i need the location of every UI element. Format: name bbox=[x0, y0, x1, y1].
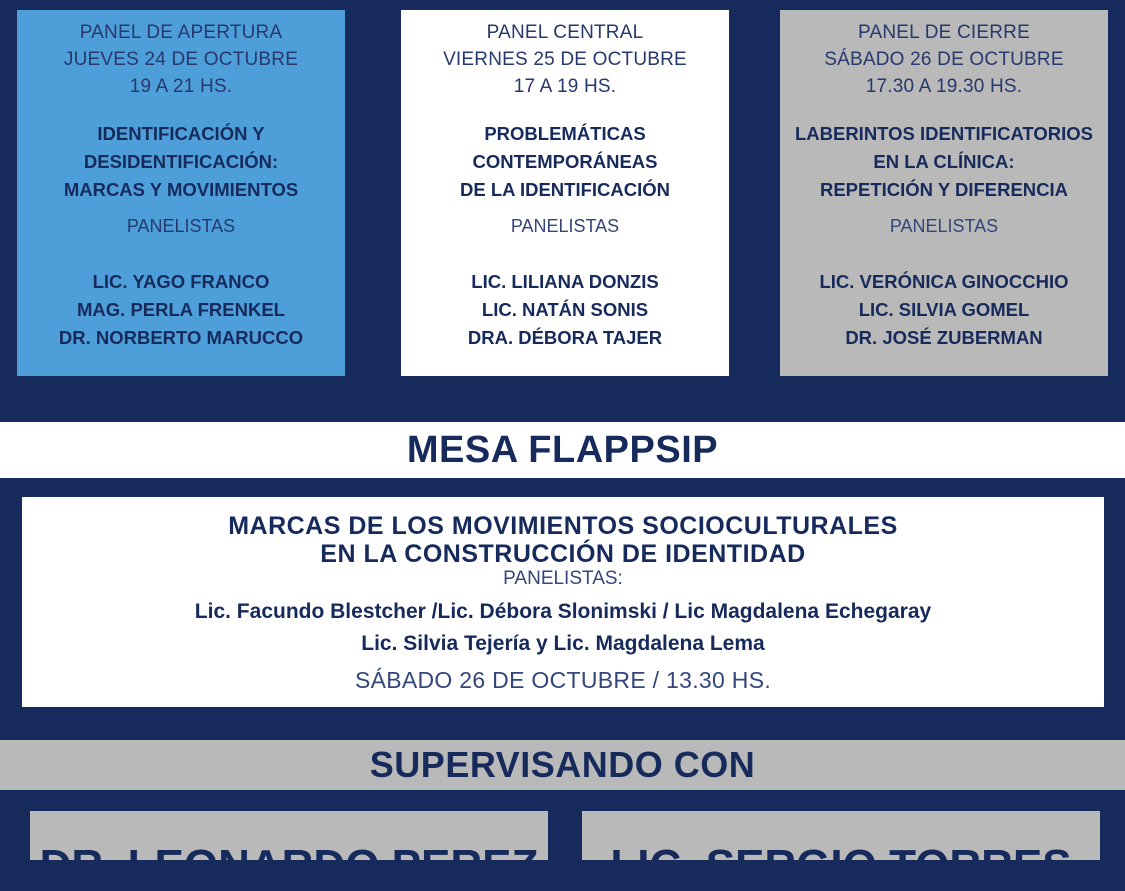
panelist: DR. JOSÉ ZUBERMAN bbox=[845, 327, 1043, 348]
panel-date: VIERNES 25 DE OCTUBRE bbox=[443, 49, 687, 70]
panelists-list bbox=[780, 268, 1108, 352]
mesa-title: MARCAS DE LOS MOVIMIENTOS SOCIOCULTURALES EN LA CONSTRUCCIÓN DE IDENTIDAD bbox=[228, 512, 898, 568]
panel-header bbox=[17, 19, 345, 100]
supervisor-box bbox=[582, 811, 1100, 890]
panel-label: PANEL DE APERTURA bbox=[79, 22, 283, 43]
supervisor-name: LIC. SERGIO TORRES bbox=[610, 841, 1072, 890]
panel-label: PANEL DE CIERRE bbox=[858, 22, 1030, 43]
panel-header bbox=[401, 19, 729, 100]
panelists-list bbox=[22, 596, 1104, 660]
panel-central bbox=[401, 10, 729, 376]
panelist: LIC. SILVIA GOMEL bbox=[858, 299, 1030, 320]
panelist: LIC. YAGO FRANCO bbox=[92, 271, 270, 292]
panel-apertura bbox=[17, 10, 345, 376]
panel-title: PROBLEMÁTICAS CONTEMPORÁNEAS DE LA IDENTIFICACIÓN bbox=[459, 123, 670, 200]
supervisando-heading: SUPERVISANDO CON bbox=[0, 740, 1125, 790]
panelist-line: Lic. Facundo Blestcher /Lic. Débora Slonimski / Lic Magdalena Echegaray bbox=[194, 600, 932, 623]
panelists-list bbox=[17, 268, 345, 352]
mesa-box bbox=[22, 497, 1104, 707]
panel-time: 17 A 19 HS. bbox=[513, 76, 617, 97]
panel-time: 19 A 21 HS. bbox=[129, 76, 233, 97]
panelists-label: PANELISTAS bbox=[126, 216, 236, 236]
supervisor-box bbox=[30, 811, 548, 890]
panelist-line: Lic. Silvia Tejería y Lic. Magdalena Lema bbox=[361, 632, 765, 655]
panelist: LIC. VERÓNICA GINOCCHIO bbox=[819, 271, 1069, 292]
panelist: LIC. NATÁN SONIS bbox=[481, 299, 649, 320]
panel-time: 17.30 A 19.30 HS. bbox=[865, 76, 1023, 97]
panel-title: IDENTIFICACIÓN Y DESIDENTIFICACIÓN: MARCAS Y MOVIMIENTOS bbox=[63, 123, 299, 200]
panelist: LIC. LILIANA DONZIS bbox=[471, 271, 659, 292]
supervisor-name: DR. LEONARDO PEREZ bbox=[39, 841, 539, 890]
panel-title: LABERINTOS IDENTIFICATORIOS EN LA CLÍNICA: REPETICIÓN Y DIFERENCIA bbox=[794, 123, 1094, 200]
panelist: DR. NORBERTO MARUCCO bbox=[58, 327, 304, 348]
panelists-label: PANELISTAS bbox=[889, 216, 999, 236]
panel-date: JUEVES 24 DE OCTUBRE bbox=[63, 49, 299, 70]
panelist: DRA. DÉBORA TAJER bbox=[467, 327, 663, 348]
panel-cierre bbox=[780, 10, 1108, 376]
panelists-label: PANELISTAS bbox=[510, 216, 620, 236]
panelist: MAG. PERLA FRENKEL bbox=[77, 299, 285, 320]
panelists-list bbox=[401, 268, 729, 352]
panel-date: SÁBADO 26 DE OCTUBRE bbox=[824, 49, 1064, 70]
panel-label: PANEL CENTRAL bbox=[486, 22, 644, 43]
panelists-label: PANELISTAS: bbox=[503, 568, 623, 589]
mesa-heading: MESA FLAPPSIP bbox=[0, 422, 1125, 478]
mesa-date: SÁBADO 26 DE OCTUBRE / 13.30 HS. bbox=[354, 667, 772, 693]
panel-header bbox=[780, 19, 1108, 100]
